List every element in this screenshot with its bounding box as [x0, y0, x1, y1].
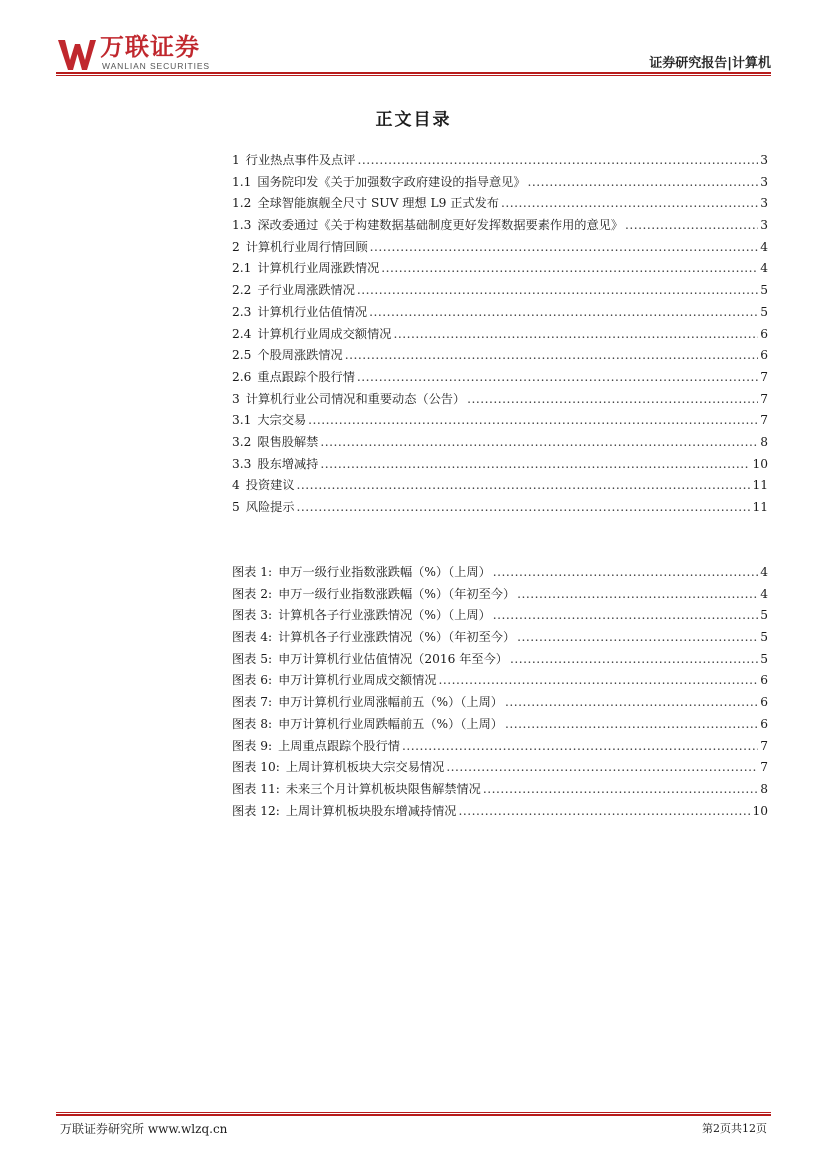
toc-entry-number: 3.1: [232, 413, 252, 428]
figure-entry[interactable]: [232, 780, 768, 802]
toc-leader-dots: [528, 175, 758, 189]
toc-leader-dots: [402, 739, 758, 753]
toc-entry-title: 计算机行业公司情况和重要动态（公告）: [245, 391, 466, 406]
figure-entry[interactable]: [232, 737, 768, 759]
toc-leader-dots: [297, 478, 751, 492]
toc-entry-number: 图表 5:: [232, 651, 273, 666]
toc-entry-number: 图表 1:: [232, 565, 273, 579]
toc-entry[interactable]: [232, 390, 768, 412]
toc-leader-dots: [517, 587, 758, 601]
toc-entry-title: 全球智能旗舰全尺寸 SUV 理想 L9 正式发布: [257, 196, 499, 211]
toc-leader-dots: [357, 153, 758, 167]
toc-entry[interactable]: [232, 325, 768, 347]
toc-leader-dots: [493, 565, 758, 579]
toc-entry-number: 图表 12:: [232, 803, 280, 818]
toc-entry-title: 上周计算机板块大宗交易情况: [285, 760, 445, 775]
toc-entry[interactable]: [232, 368, 768, 390]
figure-entry[interactable]: [232, 693, 768, 715]
figure-list: [232, 563, 768, 823]
toc-entry-number: 图表 4:: [232, 630, 273, 645]
toc-entry-title: 深改委通过《关于构建数据基础制度更好发挥数据要素作用的意见》: [257, 218, 624, 233]
toc-entry-title: 重点跟踪个股行情: [257, 369, 355, 384]
figure-entry[interactable]: [232, 715, 768, 737]
toc-leader-dots: [510, 652, 758, 666]
toc-leader-dots: [345, 348, 758, 362]
figure-entry[interactable]: [232, 758, 768, 780]
toc-entry-page: 6: [760, 348, 768, 363]
toc-entry-page: 8: [760, 781, 768, 796]
page-title: 正文目录: [375, 110, 452, 130]
toc-entry-number: 图表 8:: [232, 716, 273, 731]
toc-entry-number: 1.2: [232, 196, 252, 211]
toc-entry-page: 5: [760, 651, 768, 666]
toc-leader-dots: [446, 760, 758, 774]
toc-entry[interactable]: [232, 151, 768, 173]
page-header: [56, 33, 771, 72]
toc-entry-number: 图表 9:: [232, 738, 273, 753]
toc-entry-page: 5: [760, 630, 768, 645]
toc-entry-number: 图表 10:: [232, 760, 280, 775]
toc-entry-page: 7: [760, 760, 768, 775]
toc-entry-title: 子行业周涨跌情况: [257, 283, 355, 298]
toc-entry-number: 图表 7:: [232, 695, 273, 710]
toc-entry-page: 4: [760, 586, 768, 601]
toc-entry-number: 2.2: [232, 283, 252, 298]
toc-entry-page: 7: [760, 413, 768, 428]
toc-entry-page: 11: [752, 478, 768, 493]
toc-entry-number: 1: [232, 153, 240, 167]
toc-entry-number: 2: [232, 239, 240, 254]
figure-entry[interactable]: [232, 802, 768, 824]
toc-entry[interactable]: [232, 259, 768, 281]
toc-entry-number: 3.3: [232, 456, 252, 471]
toc-entry-title: 计算机各子行业涨跌情况（%）（年初至今）: [278, 630, 516, 645]
toc-leader-dots: [369, 305, 758, 319]
wanlian-logo-mark-icon: [56, 36, 98, 72]
toc-leader-dots: [370, 240, 758, 254]
toc-entry-title: 计算机行业周成交额情况: [257, 326, 392, 341]
toc-entry-page: 5: [760, 304, 768, 319]
toc-entry-page: 5: [760, 283, 768, 298]
toc-entry-number: 2.6: [232, 369, 252, 384]
toc-leader-dots: [517, 630, 758, 644]
toc-entry-title: 申万计算机行业估值情况（2016 年至今）: [278, 651, 508, 666]
toc-entry[interactable]: [232, 411, 768, 433]
toc-entry[interactable]: [232, 303, 768, 325]
logo-chinese-name: 万联证券: [100, 33, 200, 61]
toc-leader-dots: [501, 196, 758, 210]
toc-entry[interactable]: [232, 455, 768, 477]
figure-entry[interactable]: [232, 671, 768, 693]
toc-entry-title: 投资建议: [245, 478, 295, 493]
toc-entry-page: 4: [760, 261, 768, 276]
toc-leader-dots: [459, 804, 751, 818]
toc-leader-dots: [625, 218, 758, 232]
figure-entry[interactable]: [232, 585, 768, 607]
toc-leader-dots: [381, 261, 758, 275]
toc-entry-title: 上周重点跟踪个股行情: [278, 738, 400, 753]
footer-divider: [56, 1114, 771, 1116]
toc-entry[interactable]: [232, 281, 768, 303]
toc-leader-dots: [357, 283, 758, 297]
toc-entry-page: 10: [752, 803, 768, 818]
toc-entry-page: 10: [752, 456, 768, 471]
toc-leader-dots: [505, 717, 758, 731]
toc-entry-page: 4: [760, 565, 768, 579]
toc-entry-title: 个股周涨跌情况: [257, 348, 343, 363]
toc-entry-number: 4: [232, 478, 240, 493]
toc-leader-dots: [467, 392, 758, 406]
toc-entry-page: 3: [760, 153, 768, 167]
toc-entry[interactable]: [232, 476, 768, 498]
toc-leader-dots: [505, 695, 758, 709]
toc-entry-number: 图表 11:: [232, 781, 280, 796]
toc-entry[interactable]: [232, 216, 768, 238]
toc-entry-page: 3: [760, 196, 768, 211]
toc-entry-number: 2.5: [232, 348, 252, 363]
toc-entry-title: 未来三个月计算机板块限售解禁情况: [285, 781, 481, 796]
toc-entry-page: 7: [760, 391, 768, 406]
toc-entry[interactable]: [232, 498, 768, 520]
footer-institute: 万联证券研究所 www.wlzq.cn: [60, 1122, 228, 1136]
toc-entry[interactable]: [232, 238, 768, 260]
figure-entry[interactable]: [232, 606, 768, 628]
toc-leader-dots: [439, 673, 758, 687]
toc-entry-number: 图表 6:: [232, 673, 273, 688]
toc-entry[interactable]: [232, 173, 768, 195]
figure-entry[interactable]: [232, 650, 768, 672]
toc-entry-title: 计算机行业周行情回顾: [245, 239, 368, 254]
toc-entry[interactable]: [232, 433, 768, 455]
toc-leader-dots: [483, 782, 758, 796]
toc-entry-number: 5: [232, 500, 240, 514]
toc-entry-number: 2.4: [232, 326, 252, 341]
toc-entry-title: 申万计算机行业周成交额情况: [278, 673, 437, 688]
toc-entry-number: 图表 2:: [232, 586, 273, 601]
toc-entry-number: 1.3: [232, 218, 252, 233]
toc-leader-dots: [393, 327, 758, 341]
header-divider: [56, 72, 771, 74]
toc-entry-title: 计算机行业周涨跌情况: [257, 261, 380, 276]
toc-entry-page: 11: [752, 500, 768, 514]
toc-entry-title: 申万计算机行业周跌幅前五（%）（上周）: [278, 716, 503, 731]
toc-entry-number: 3.2: [232, 434, 252, 449]
toc-entry-page: 6: [760, 695, 768, 710]
toc-entry-title: 国务院印发《关于加强数字政府建设的指导意见》: [257, 174, 526, 189]
toc-entry-title: 风险提示: [245, 500, 295, 514]
toc-leader-dots: [308, 413, 758, 427]
toc-entry-number: 1.1: [232, 174, 252, 189]
toc-entry-title: 计算机行业估值情况: [257, 304, 368, 319]
figure-entry[interactable]: [232, 563, 768, 585]
toc-entry-page: 3: [760, 218, 768, 233]
table-of-contents: [232, 151, 768, 520]
toc-entry-title: 申万计算机行业周涨幅前五（%）（上周）: [278, 695, 503, 710]
company-logo: [56, 33, 256, 72]
footer-page-number: 第2页共12页: [702, 1122, 767, 1135]
header-divider-thin: [56, 75, 771, 76]
footer-divider-thin: [56, 1112, 771, 1113]
toc-entry-page: 4: [760, 239, 768, 254]
toc-leader-dots: [357, 370, 758, 384]
toc-entry[interactable]: [232, 346, 768, 368]
toc-entry-number: 2.3: [232, 304, 252, 319]
toc-entry-page: 7: [760, 369, 768, 384]
toc-entry-page: 6: [760, 716, 768, 731]
toc-entry-title: 大宗交易: [257, 413, 307, 428]
toc-leader-dots: [320, 435, 758, 449]
toc-leader-dots: [320, 457, 750, 471]
toc-entry-title: 申万一级行业指数涨跌幅（%）（年初至今）: [278, 586, 516, 601]
toc-entry-title: 行业热点事件及点评: [245, 153, 356, 167]
toc-entry-title: 申万一级行业指数涨跌幅（%）（上周）: [278, 565, 491, 579]
toc-entry-page: 7: [760, 738, 768, 753]
toc-entry-title: 上周计算机板块股东增减持情况: [285, 803, 457, 818]
toc-entry[interactable]: [232, 194, 768, 216]
toc-entry-number: 图表 3:: [232, 608, 273, 623]
toc-leader-dots: [297, 500, 751, 514]
toc-entry-page: 5: [760, 608, 768, 623]
figure-entry[interactable]: [232, 628, 768, 650]
toc-entry-page: 6: [760, 673, 768, 688]
toc-leader-dots: [493, 608, 758, 622]
toc-entry-number: 2.1: [232, 261, 252, 276]
toc-entry-page: 6: [760, 326, 768, 341]
toc-entry-title: 股东增减持: [257, 456, 319, 471]
toc-entry-page: 8: [760, 434, 768, 449]
report-category-label: 证券研究报告|计算机: [649, 56, 771, 71]
toc-entry-title: 限售股解禁: [257, 434, 319, 449]
toc-entry-page: 3: [760, 174, 768, 189]
toc-entry-title: 计算机各子行业涨跌情况（%）（上周）: [278, 608, 491, 623]
toc-entry-number: 3: [232, 391, 240, 406]
logo-english-name: WANLIAN SECURITIES: [102, 61, 210, 71]
